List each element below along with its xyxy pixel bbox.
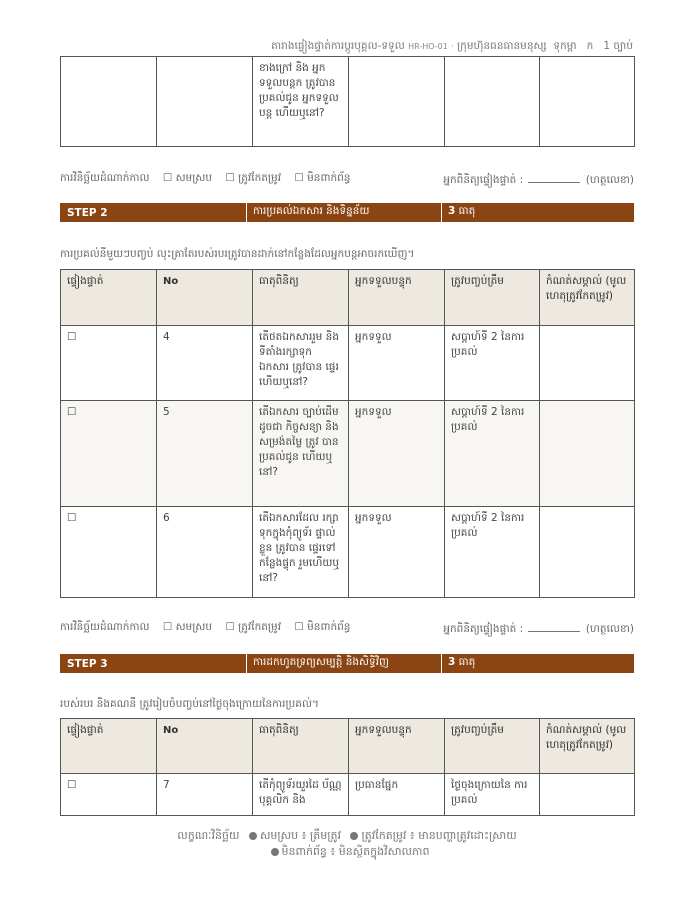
- row-owner: ប្រធានផ្នែក: [349, 774, 445, 816]
- stage-verdict-row: [60, 172, 634, 189]
- row-note[interactable]: [540, 507, 635, 598]
- step3-title: ការដកហូតទ្រព្យសម្បត្តិ និងសិទ្ធិវិញ: [247, 654, 442, 673]
- step3-count-unit: ធាតុ: [458, 656, 476, 668]
- verdict-correction-checkbox[interactable]: ☐ ត្រូវកែតម្រូវ: [225, 621, 282, 633]
- step2-bar: [60, 203, 634, 222]
- row-due: សប្តាហ៍ទី 2 នៃការ ប្រគល់: [445, 326, 540, 401]
- verdict-label: ការវិនិច្ឆ័យដំណាក់កាល: [60, 172, 150, 184]
- col-header-due: ត្រូវបញ្ចប់ត្រឹម: [445, 270, 540, 326]
- row-checkbox[interactable]: ☐: [61, 401, 157, 507]
- table-row: [61, 401, 635, 507]
- row-due: សប្តាហ៍ទី 2 នៃការ ប្រគល់: [445, 507, 540, 598]
- row-checkbox[interactable]: ☐: [61, 507, 157, 598]
- verdict-appropriate-checkbox[interactable]: ☐ សមស្រប: [162, 172, 213, 184]
- table-row: [61, 507, 635, 598]
- row-no: 6: [157, 507, 253, 598]
- row-item: តើឯកសារដែល រក្សាទុកក្នុងកុំព្យូទ័រ ផ្ទាល់ខ្លួន ត្រូវបាន ផ្ទេរទៅកន្លែងផ្ទុក រួមហើយឬនៅ?: [253, 507, 349, 598]
- row-no: 5: [157, 401, 253, 507]
- row-note[interactable]: [540, 774, 635, 816]
- col-header-note: កំណត់សម្គាល់ (មូលហេតុត្រូវកែតម្រូវ): [540, 270, 635, 326]
- row-item: តើកុំព្យូទ័រយួរដៃ ប័ណ្ណបុគ្គលិក និង: [253, 774, 349, 816]
- cell-due: [445, 57, 540, 147]
- checker-label: អ្នកពិនិត្យផ្ទៀងផ្ទាត់ :: [443, 174, 524, 186]
- col-header-due: ត្រូវបញ្ចប់ត្រឹម: [445, 719, 540, 774]
- col-header-item: ធាតុពិនិត្យ: [253, 719, 349, 774]
- verdict-correction-checkbox[interactable]: ☐ ត្រូវកែតម្រូវ: [225, 172, 282, 184]
- col-header-note: កំណត់សម្គាល់ (មូលហេតុត្រូវកែតម្រូវ): [540, 719, 635, 774]
- row-no: 4: [157, 326, 253, 401]
- step3-label: STEP 3: [60, 654, 247, 673]
- row-item: តើថតឯកសាររួម និងទីតាំងរក្សាទុក ឯកសារ ត្រូវបាន ផ្ទេរហើយឬនៅ?: [253, 326, 349, 401]
- step2-label: STEP 2: [60, 203, 247, 222]
- signature-hint: (ហត្ថលេខា): [585, 174, 634, 186]
- signature-hint: (ហត្ថលេខា): [585, 623, 634, 635]
- stage-verdict-row: [60, 621, 634, 638]
- row-owner: អ្នកទទួល: [349, 401, 445, 507]
- table-header-row: [61, 719, 635, 774]
- row-no: 7: [157, 774, 253, 816]
- step2-instruction: ការប្រគល់នីមួយៗបញ្ចប់ លុះត្រាតែរបស់របរត្រូវបានដាក់នៅកន្លែងដែលអ្នកបន្តអាចរកឃើញ។: [60, 248, 415, 260]
- row-note[interactable]: [540, 326, 635, 401]
- verdict-not-applicable-checkbox[interactable]: ☐ មិនពាក់ព័ន្ធ: [294, 621, 351, 633]
- checker-label: អ្នកពិនិត្យផ្ទៀងផ្ទាត់ :: [443, 623, 524, 635]
- legend-item-not-applicable: មិនពាក់ព័ន្ធ ៖ មិនស្ថិតក្នុងវិសាលភាព: [281, 845, 430, 858]
- step2-title: ការប្រគល់ឯកសារ និងទិន្នន័យ: [247, 203, 442, 222]
- step3-instruction: របស់របរ និងគណនី ត្រូវរៀបចំបញ្ចប់នៅថ្ងៃចុងក្រោយនៃការប្រគល់។: [60, 698, 319, 710]
- row-due: សប្តាហ៍ទី 2 នៃការ ប្រគល់: [445, 401, 540, 507]
- step2-table: [60, 269, 635, 598]
- col-header-owner: អ្នកទទួលបន្ទុក: [349, 270, 445, 326]
- table-row: [61, 57, 635, 147]
- col-header-no: No: [157, 719, 253, 774]
- document-subtitle: ក្រុមហ៊ុនធនធានមនុស្ស: [457, 40, 547, 52]
- bullet-icon: [271, 848, 279, 856]
- col-header-item: ធាតុពិនិត្យ: [253, 270, 349, 326]
- step3-bar: [60, 654, 634, 673]
- verdict-label: ការវិនិច្ឆ័យដំណាក់កាល: [60, 621, 150, 633]
- table-row: [61, 774, 635, 816]
- step1-table-continuation: [60, 56, 635, 147]
- step2-count-unit: ធាតុ: [458, 205, 476, 217]
- step2-count: [442, 205, 475, 220]
- bullet-icon: [249, 832, 257, 840]
- col-header-check: ផ្ទៀងផ្ទាត់: [61, 270, 157, 326]
- legend-line-2: [60, 844, 634, 860]
- cell-note: [540, 57, 635, 147]
- cell-item: ខាងក្រៅ និង អ្នកទទួលបន្តក ត្រូវបានប្រគល់ជូន អ្នកទទួលបន្ត ហើយឬនៅ?: [253, 57, 349, 147]
- row-note[interactable]: [540, 401, 635, 507]
- row-owner: អ្នកទទួល: [349, 507, 445, 598]
- header-separator: ·: [451, 42, 454, 51]
- col-header-check: ផ្ទៀងផ្ទាត់: [61, 719, 157, 774]
- legend-label: លក្ខណៈវិនិច្ឆ័យ: [177, 829, 240, 842]
- signature-line[interactable]: [528, 621, 580, 632]
- page-header: [60, 40, 633, 55]
- table-row: [61, 326, 635, 401]
- col-header-owner: អ្នកទទួលបន្ទុក: [349, 719, 445, 774]
- step2-count-number: 3: [448, 205, 456, 217]
- col-header-no: No: [157, 270, 253, 326]
- legend: [60, 828, 634, 860]
- row-item: តើឯកសារ ច្បាប់ដើម ដូចជា កិច្ចសន្យា និង សម្រង់តម្លៃ ត្រូវ បានប្រគល់ជូន ហើយឬនៅ?: [253, 401, 349, 507]
- legend-item-appropriate: សមស្រប ៖ ត្រឹមត្រូវ: [259, 829, 341, 842]
- signature-line[interactable]: [528, 172, 580, 183]
- legend-item-correction: ត្រូវកែតម្រូវ ៖ មានបញ្ហាត្រូវដោះស្រាយ: [361, 829, 517, 842]
- copy-count: 1 ច្បាប់: [603, 40, 633, 52]
- cell-check: [61, 57, 157, 147]
- step3-count-number: 3: [448, 656, 456, 668]
- legend-line-1: [60, 828, 634, 844]
- row-owner: អ្នកទទួល: [349, 326, 445, 401]
- document-code: HR-HO-01: [408, 42, 448, 51]
- table-header-row: [61, 270, 635, 326]
- cell-owner: [349, 57, 445, 147]
- row-checkbox[interactable]: ☐: [61, 326, 157, 401]
- bullet-icon: [350, 832, 358, 840]
- row-checkbox[interactable]: ☐: [61, 774, 157, 816]
- step3-table: [60, 718, 635, 816]
- cell-no: [157, 57, 253, 147]
- verdict-appropriate-checkbox[interactable]: ☐ សមស្រប: [162, 621, 213, 633]
- verdict-not-applicable-checkbox[interactable]: ☐ មិនពាក់ព័ន្ធ: [294, 172, 351, 184]
- page-marker: ក: [586, 40, 594, 52]
- document-title: តារាងផ្ទៀងផ្ទាត់ការប្តូរបុគ្គល-ទទួល: [271, 40, 405, 52]
- step3-count: [442, 656, 475, 671]
- row-due: ថ្ងៃចុងក្រោយនៃ ការប្រគល់: [445, 774, 540, 816]
- storage-label: ទុកម្ពា: [553, 40, 577, 52]
